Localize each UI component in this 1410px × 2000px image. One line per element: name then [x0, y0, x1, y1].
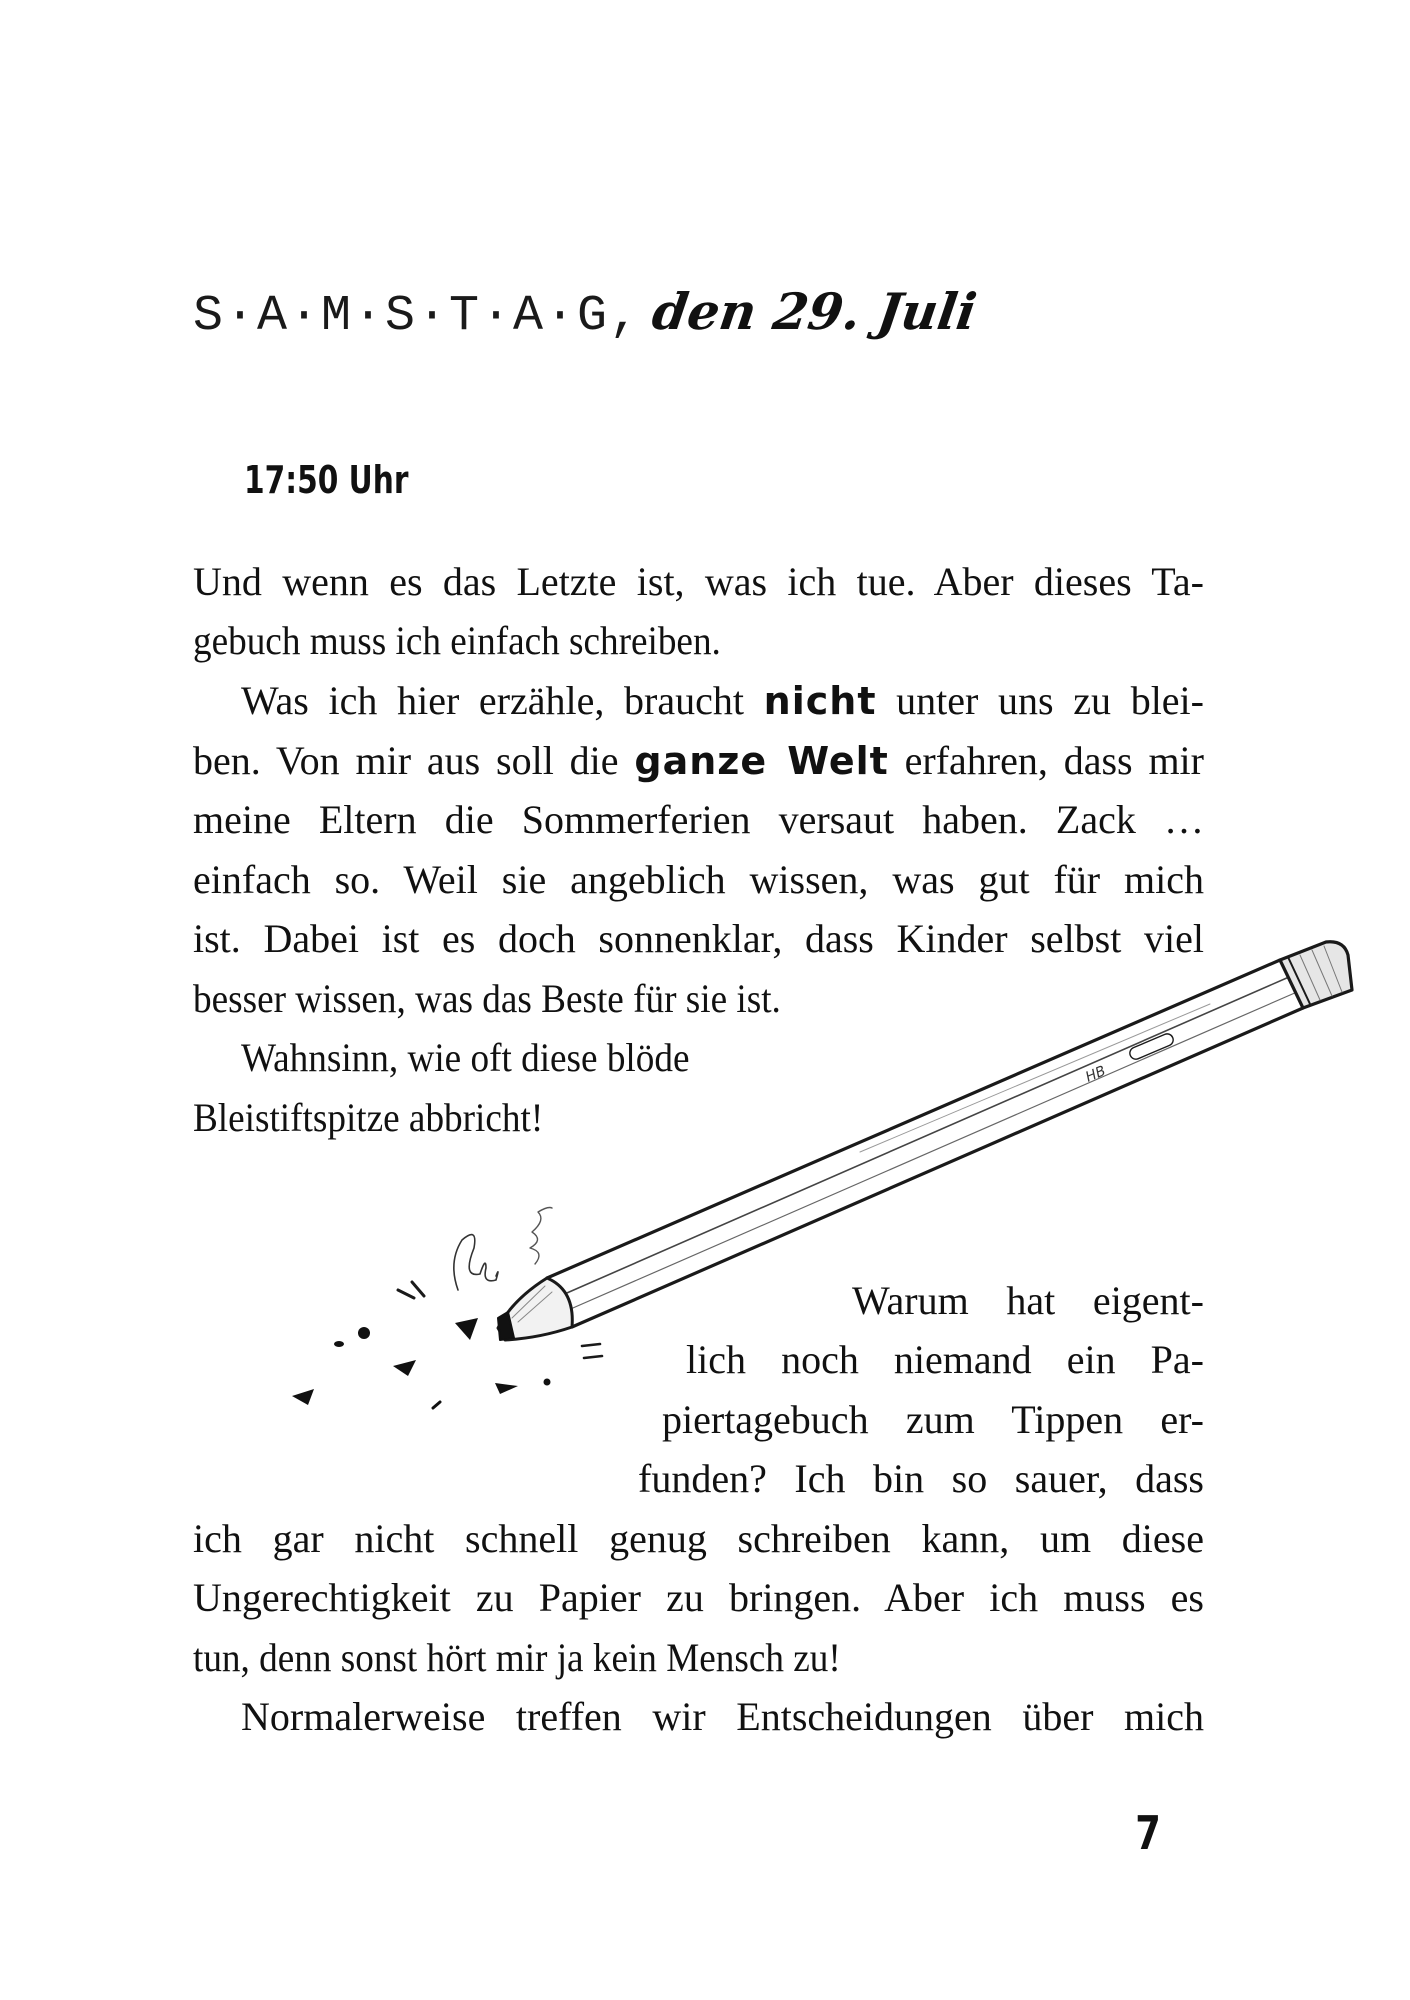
text-line-content	[193, 1088, 543, 1148]
text-segment: Warum hat eigent-	[852, 1278, 1204, 1323]
text-segment: funden? Ich bin so sauer, dass	[638, 1456, 1204, 1501]
text-line	[193, 850, 1204, 910]
pencil-grade-label: HB	[1083, 1063, 1109, 1086]
emphasis-word: ganze Welt	[634, 739, 889, 783]
pencil-eraser	[1280, 942, 1352, 1008]
text-line-content	[193, 790, 1204, 850]
text-line-content	[241, 1028, 689, 1088]
weekday-spaced: S·A·M·S·T·A·G	[193, 288, 610, 345]
text-line-content	[852, 1271, 1204, 1331]
text-line	[193, 1449, 1204, 1509]
text-line-content	[638, 1449, 1204, 1509]
text-line-content	[193, 969, 781, 1029]
text-line	[193, 1628, 1204, 1688]
text-segment: Und wenn es das Letzte ist, was ich tue. Aber dieses Ta-	[193, 559, 1204, 604]
text-line-content	[193, 909, 1204, 969]
text-segment: besser wissen, was das Beste für sie ist.	[193, 976, 781, 1021]
heading-comma: ,	[609, 288, 642, 345]
date-handwritten: den 29. Juli	[648, 282, 981, 341]
text-segment: unter uns zu blei-	[876, 678, 1204, 723]
text-line	[193, 731, 1204, 791]
text-segment: ben. Von mir aus soll die	[193, 738, 635, 783]
text-segment: tun, denn sonst hört mir ja kein Mensch zu!	[193, 1635, 841, 1680]
text-segment: einfach so. Weil sie angeblich wissen, was gut für mich	[193, 857, 1204, 902]
text-segment: Normalerweise treffen wir Entscheidungen über mich	[241, 1694, 1204, 1739]
page-number: 7	[1135, 1806, 1161, 1860]
text-line	[241, 1028, 1204, 1088]
text-segment: Was ich hier erzähle, braucht	[241, 678, 764, 723]
text-line-content	[193, 1568, 1204, 1628]
pencil-ferrule-line	[1288, 957, 1310, 1004]
text-line-content	[662, 1390, 1204, 1450]
text-line	[241, 671, 1204, 731]
text-segment: meine Eltern die Sommerferien versaut haben. Zack …	[193, 797, 1204, 842]
text-line	[193, 1088, 1204, 1148]
text-segment: ich gar nicht schnell genug schreiben kann, um diese	[193, 1516, 1204, 1561]
text-segment: Bleistiftspitze abbricht!	[193, 1095, 544, 1140]
text-segment: gebuch muss ich einfach schreiben.	[193, 618, 721, 663]
text-line	[241, 1687, 1204, 1747]
text-line	[193, 552, 1204, 612]
text-line-content	[193, 552, 1204, 612]
text-line	[193, 1271, 1204, 1331]
text-line	[193, 1509, 1204, 1569]
text-segment: erfahren, dass mir	[888, 738, 1204, 783]
text-line-content	[686, 1330, 1204, 1390]
entry-heading	[193, 282, 981, 372]
text-line	[193, 909, 1204, 969]
text-segment: Ungerechtigkeit zu Papier zu bringen. Aber ich muss es	[193, 1575, 1204, 1620]
text-line-content	[193, 1509, 1204, 1569]
text-segment: piertagebuch zum Tippen er-	[662, 1397, 1204, 1442]
text-line-content	[193, 731, 1204, 791]
scribble-wave	[530, 1208, 552, 1265]
text-segment: ist. Dabei ist es doch sonnenklar, dass Kinder selbst viel	[193, 916, 1204, 961]
entry-time: 17:50 Uhr	[244, 458, 409, 502]
text-line	[193, 611, 1204, 671]
text-line-content	[193, 611, 721, 671]
text-line-content	[241, 1687, 1204, 1747]
text-line	[193, 969, 1204, 1029]
emphasis-word: nicht	[763, 679, 877, 723]
text-line-content	[193, 1628, 841, 1688]
text-line	[193, 1568, 1204, 1628]
text-segment: lich noch niemand ein Pa-	[686, 1337, 1204, 1382]
text-line	[193, 790, 1204, 850]
text-segment: Wahnsinn, wie oft diese blöde	[241, 1035, 690, 1080]
text-line	[193, 1330, 1204, 1390]
text-line-content	[241, 671, 1204, 731]
text-line	[193, 1390, 1204, 1450]
text-line-content	[193, 850, 1204, 910]
